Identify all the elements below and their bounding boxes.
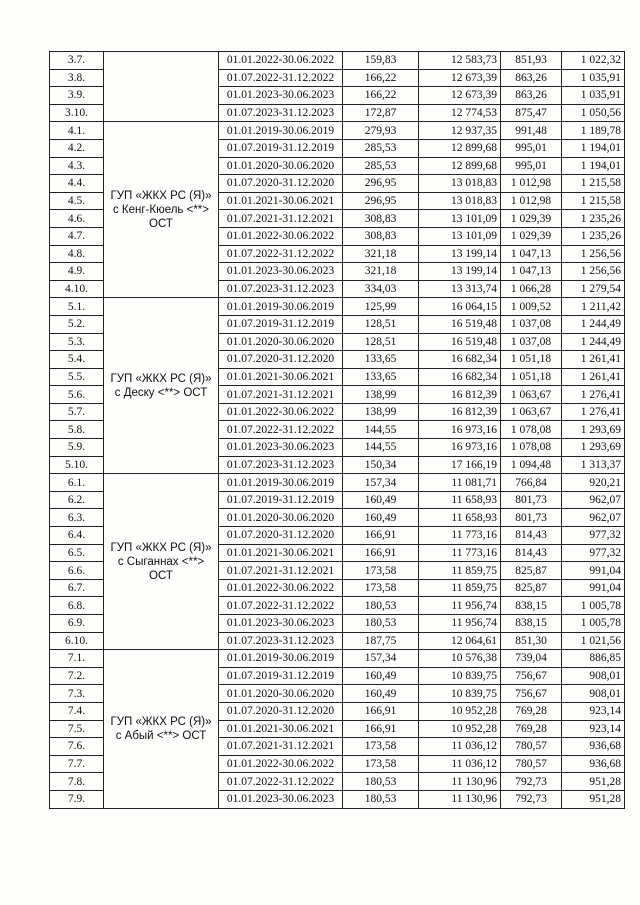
value-cell-3: 780,57 xyxy=(501,755,562,773)
row-number-cell: 7.6. xyxy=(50,738,104,756)
value-cell-2: 11 773,16 xyxy=(419,544,501,562)
value-cell-3: 1 051,18 xyxy=(501,368,562,386)
value-cell-2: 12 899,68 xyxy=(419,139,501,157)
value-cell-4: 1 261,41 xyxy=(562,368,625,386)
period-cell: 01.07.2020-31.12.2020 xyxy=(219,175,343,193)
value-cell-1: 180,53 xyxy=(343,615,419,633)
value-cell-1: 173,58 xyxy=(343,562,419,580)
value-cell-3: 851,30 xyxy=(501,632,562,650)
value-cell-2: 10 839,75 xyxy=(419,667,501,685)
value-cell-3: 1 029,39 xyxy=(501,227,562,245)
row-number-cell: 5.9. xyxy=(50,439,104,457)
value-cell-1: 166,22 xyxy=(343,69,419,87)
value-cell-2: 12 937,35 xyxy=(419,122,501,140)
row-number-cell: 7.2. xyxy=(50,667,104,685)
value-cell-2: 13 199,14 xyxy=(419,263,501,281)
row-number-cell: 5.7. xyxy=(50,403,104,421)
period-cell: 01.01.2022-30.06.2022 xyxy=(219,579,343,597)
organization-cell xyxy=(104,52,219,122)
period-cell: 01.07.2023-31.12.2023 xyxy=(219,632,343,650)
row-number-cell: 6.7. xyxy=(50,579,104,597)
period-cell: 01.07.2023-31.12.2023 xyxy=(219,104,343,122)
value-cell-4: 1 313,37 xyxy=(562,456,625,474)
value-cell-1: 144,55 xyxy=(343,421,419,439)
value-cell-2: 13 101,09 xyxy=(419,227,501,245)
value-cell-3: 792,73 xyxy=(501,790,562,808)
value-cell-2: 13 018,83 xyxy=(419,192,501,210)
period-cell: 01.01.2022-30.06.2022 xyxy=(219,403,343,421)
value-cell-4: 1 189,78 xyxy=(562,122,625,140)
period-cell: 01.01.2022-30.06.2022 xyxy=(219,52,343,70)
value-cell-2: 11 859,75 xyxy=(419,579,501,597)
value-cell-2: 16 973,16 xyxy=(419,421,501,439)
value-cell-4: 977,32 xyxy=(562,527,625,545)
organization-name-line: ОСТ xyxy=(149,569,173,582)
value-cell-4: 936,68 xyxy=(562,738,625,756)
row-number-cell: 6.2. xyxy=(50,491,104,509)
value-cell-4: 977,32 xyxy=(562,544,625,562)
value-cell-4: 1 279,54 xyxy=(562,280,625,298)
value-cell-4: 962,07 xyxy=(562,491,625,509)
value-cell-1: 125,99 xyxy=(343,298,419,316)
value-cell-1: 166,91 xyxy=(343,544,419,562)
period-cell: 01.01.2019-30.06.2019 xyxy=(219,122,343,140)
value-cell-3: 875,47 xyxy=(501,104,562,122)
value-cell-3: 1 012,98 xyxy=(501,175,562,193)
row-number-cell: 3.7. xyxy=(50,52,104,70)
table-row xyxy=(50,650,625,668)
value-cell-2: 16 812,39 xyxy=(419,386,501,404)
row-number-cell: 4.4. xyxy=(50,175,104,193)
row-number-cell: 7.4. xyxy=(50,702,104,720)
value-cell-2: 12 583,73 xyxy=(419,52,501,70)
value-cell-1: 180,53 xyxy=(343,597,419,615)
table-row xyxy=(50,122,625,140)
period-cell: 01.07.2023-31.12.2023 xyxy=(219,280,343,298)
value-cell-3: 838,15 xyxy=(501,597,562,615)
value-cell-1: 138,99 xyxy=(343,403,419,421)
value-cell-4: 1 050,56 xyxy=(562,104,625,122)
period-cell: 01.07.2020-31.12.2020 xyxy=(219,351,343,369)
value-cell-4: 1 194,01 xyxy=(562,139,625,157)
value-cell-1: 166,22 xyxy=(343,87,419,105)
row-number-cell: 6.10. xyxy=(50,632,104,650)
value-cell-4: 908,01 xyxy=(562,667,625,685)
value-cell-1: 321,18 xyxy=(343,245,419,263)
value-cell-1: 160,49 xyxy=(343,685,419,703)
organization-name-line: с Сыганнах <**> xyxy=(117,555,205,568)
value-cell-1: 187,75 xyxy=(343,632,419,650)
value-cell-4: 1 276,41 xyxy=(562,386,625,404)
value-cell-4: 1 244,49 xyxy=(562,333,625,351)
period-cell: 01.07.2022-31.12.2022 xyxy=(219,597,343,615)
value-cell-2: 16 682,34 xyxy=(419,368,501,386)
value-cell-3: 814,43 xyxy=(501,527,562,545)
row-number-cell: 6.3. xyxy=(50,509,104,527)
value-cell-4: 1 194,01 xyxy=(562,157,625,175)
row-number-cell: 5.2. xyxy=(50,315,104,333)
value-cell-1: 128,51 xyxy=(343,333,419,351)
value-cell-4: 1 293,69 xyxy=(562,421,625,439)
value-cell-3: 1 037,08 xyxy=(501,333,562,351)
period-cell: 01.07.2019-31.12.2019 xyxy=(219,667,343,685)
value-cell-3: 769,28 xyxy=(501,720,562,738)
value-cell-4: 962,07 xyxy=(562,509,625,527)
value-cell-2: 11 081,71 xyxy=(419,474,501,492)
value-cell-4: 951,28 xyxy=(562,773,625,791)
table-row xyxy=(50,52,625,70)
row-number-cell: 6.1. xyxy=(50,474,104,492)
row-number-cell: 6.9. xyxy=(50,615,104,633)
organization-name-line: с Кенг-Кюель <**> xyxy=(112,203,210,216)
value-cell-2: 11 036,12 xyxy=(419,738,501,756)
value-cell-3: 1 066,28 xyxy=(501,280,562,298)
period-cell: 01.07.2021-31.12.2021 xyxy=(219,562,343,580)
value-cell-3: 766,84 xyxy=(501,474,562,492)
row-number-cell: 4.5. xyxy=(50,192,104,210)
value-cell-2: 11 130,96 xyxy=(419,773,501,791)
value-cell-3: 838,15 xyxy=(501,615,562,633)
value-cell-4: 991,04 xyxy=(562,562,625,580)
value-cell-3: 1 094,48 xyxy=(501,456,562,474)
value-cell-4: 1 215,58 xyxy=(562,192,625,210)
value-cell-4: 1 035,91 xyxy=(562,87,625,105)
period-cell: 01.01.2022-30.06.2022 xyxy=(219,227,343,245)
row-number-cell: 6.6. xyxy=(50,562,104,580)
period-cell: 01.07.2022-31.12.2022 xyxy=(219,69,343,87)
value-cell-3: 756,67 xyxy=(501,667,562,685)
value-cell-2: 13 101,09 xyxy=(419,210,501,228)
period-cell: 01.01.2023-30.06.2023 xyxy=(219,439,343,457)
value-cell-1: 133,65 xyxy=(343,351,419,369)
period-cell: 01.07.2021-31.12.2021 xyxy=(219,738,343,756)
period-cell: 01.01.2021-30.06.2021 xyxy=(219,192,343,210)
value-cell-4: 1 005,78 xyxy=(562,597,625,615)
row-number-cell: 7.8. xyxy=(50,773,104,791)
value-cell-2: 11 773,16 xyxy=(419,527,501,545)
organization-name-line: с Деску <**> ОСТ xyxy=(114,386,208,399)
value-cell-1: 160,49 xyxy=(343,491,419,509)
row-number-cell: 5.1. xyxy=(50,298,104,316)
value-cell-4: 991,04 xyxy=(562,579,625,597)
value-cell-2: 13 018,83 xyxy=(419,175,501,193)
value-cell-4: 908,01 xyxy=(562,685,625,703)
row-number-cell: 6.8. xyxy=(50,597,104,615)
value-cell-2: 10 839,75 xyxy=(419,685,501,703)
value-cell-3: 863,26 xyxy=(501,87,562,105)
value-cell-2: 13 313,74 xyxy=(419,280,501,298)
row-number-cell: 5.5. xyxy=(50,368,104,386)
period-cell: 01.01.2022-30.06.2022 xyxy=(219,755,343,773)
value-cell-1: 144,55 xyxy=(343,439,419,457)
organization-cell xyxy=(104,650,219,808)
row-number-cell: 3.9. xyxy=(50,87,104,105)
period-cell: 01.01.2021-30.06.2021 xyxy=(219,544,343,562)
value-cell-1: 160,49 xyxy=(343,509,419,527)
value-cell-2: 11 859,75 xyxy=(419,562,501,580)
value-cell-4: 920,21 xyxy=(562,474,625,492)
period-cell: 01.07.2019-31.12.2019 xyxy=(219,491,343,509)
organization-name-line: ОСТ xyxy=(149,217,173,230)
organization-cell xyxy=(104,298,219,474)
value-cell-3: 1 063,67 xyxy=(501,386,562,404)
row-number-cell: 6.5. xyxy=(50,544,104,562)
value-cell-2: 16 973,16 xyxy=(419,439,501,457)
value-cell-2: 11 036,12 xyxy=(419,755,501,773)
value-cell-1: 285,53 xyxy=(343,139,419,157)
value-cell-1: 334,03 xyxy=(343,280,419,298)
value-cell-2: 11 956,74 xyxy=(419,615,501,633)
value-cell-4: 1 005,78 xyxy=(562,615,625,633)
value-cell-1: 157,34 xyxy=(343,650,419,668)
organization-cell xyxy=(104,122,219,298)
value-cell-3: 1 047,13 xyxy=(501,263,562,281)
value-cell-2: 10 952,28 xyxy=(419,702,501,720)
period-cell: 01.07.2022-31.12.2022 xyxy=(219,245,343,263)
table-row xyxy=(50,474,625,492)
value-cell-3: 780,57 xyxy=(501,738,562,756)
row-number-cell: 4.1. xyxy=(50,122,104,140)
row-number-cell: 5.6. xyxy=(50,386,104,404)
value-cell-1: 180,53 xyxy=(343,773,419,791)
row-number-cell: 7.7. xyxy=(50,755,104,773)
value-cell-3: 801,73 xyxy=(501,509,562,527)
value-cell-1: 308,83 xyxy=(343,227,419,245)
row-number-cell: 5.4. xyxy=(50,351,104,369)
value-cell-2: 16 519,48 xyxy=(419,333,501,351)
value-cell-2: 11 658,93 xyxy=(419,491,501,509)
organization-name-line: ГУП «ЖКХ РС (Я)» xyxy=(110,189,212,202)
organization-name-line: с Абый <**> ОСТ xyxy=(115,729,207,742)
value-cell-2: 17 166,19 xyxy=(419,456,501,474)
value-cell-3: 851,93 xyxy=(501,52,562,70)
period-cell: 01.07.2021-31.12.2021 xyxy=(219,210,343,228)
period-cell: 01.07.2020-31.12.2020 xyxy=(219,702,343,720)
organization-name-line: ГУП «ЖКХ РС (Я)» xyxy=(110,541,212,554)
value-cell-3: 1 051,18 xyxy=(501,351,562,369)
value-cell-1: 159,83 xyxy=(343,52,419,70)
value-cell-4: 1 235,26 xyxy=(562,227,625,245)
value-cell-1: 285,53 xyxy=(343,157,419,175)
value-cell-3: 792,73 xyxy=(501,773,562,791)
value-cell-1: 279,93 xyxy=(343,122,419,140)
value-cell-3: 756,67 xyxy=(501,685,562,703)
value-cell-3: 1 009,52 xyxy=(501,298,562,316)
row-number-cell: 4.2. xyxy=(50,139,104,157)
value-cell-1: 128,51 xyxy=(343,315,419,333)
period-cell: 01.01.2019-30.06.2019 xyxy=(219,474,343,492)
value-cell-3: 1 078,08 xyxy=(501,439,562,457)
value-cell-1: 296,95 xyxy=(343,192,419,210)
organization-name-line: ГУП «ЖКХ РС (Я)» xyxy=(110,372,212,385)
value-cell-2: 16 682,34 xyxy=(419,351,501,369)
row-number-cell: 3.10. xyxy=(50,104,104,122)
value-cell-3: 739,04 xyxy=(501,650,562,668)
value-cell-1: 138,99 xyxy=(343,386,419,404)
value-cell-4: 1 244,49 xyxy=(562,315,625,333)
value-cell-2: 10 576,38 xyxy=(419,650,501,668)
value-cell-3: 1 078,08 xyxy=(501,421,562,439)
value-cell-4: 1 022,32 xyxy=(562,52,625,70)
value-cell-1: 157,34 xyxy=(343,474,419,492)
period-cell: 01.01.2020-30.06.2020 xyxy=(219,685,343,703)
period-cell: 01.01.2021-30.06.2021 xyxy=(219,720,343,738)
period-cell: 01.01.2023-30.06.2023 xyxy=(219,615,343,633)
row-number-cell: 4.7. xyxy=(50,227,104,245)
value-cell-1: 321,18 xyxy=(343,263,419,281)
period-cell: 01.01.2023-30.06.2023 xyxy=(219,87,343,105)
row-number-cell: 7.1. xyxy=(50,650,104,668)
period-cell: 01.07.2022-31.12.2022 xyxy=(219,773,343,791)
value-cell-1: 166,91 xyxy=(343,720,419,738)
value-cell-1: 173,58 xyxy=(343,579,419,597)
tariff-table-body xyxy=(50,52,625,809)
value-cell-3: 801,73 xyxy=(501,491,562,509)
value-cell-2: 11 130,96 xyxy=(419,790,501,808)
value-cell-4: 1 021,56 xyxy=(562,632,625,650)
value-cell-4: 1 256,56 xyxy=(562,263,625,281)
value-cell-4: 1 035,91 xyxy=(562,69,625,87)
value-cell-2: 16 519,48 xyxy=(419,315,501,333)
period-cell: 01.01.2020-30.06.2020 xyxy=(219,333,343,351)
value-cell-2: 10 952,28 xyxy=(419,720,501,738)
value-cell-1: 150,34 xyxy=(343,456,419,474)
row-number-cell: 7.5. xyxy=(50,720,104,738)
value-cell-3: 1 012,98 xyxy=(501,192,562,210)
value-cell-3: 995,01 xyxy=(501,139,562,157)
value-cell-1: 133,65 xyxy=(343,368,419,386)
value-cell-2: 16 812,39 xyxy=(419,403,501,421)
value-cell-1: 166,91 xyxy=(343,527,419,545)
value-cell-2: 13 199,14 xyxy=(419,245,501,263)
value-cell-4: 923,14 xyxy=(562,720,625,738)
value-cell-3: 991,48 xyxy=(501,122,562,140)
value-cell-2: 16 064,15 xyxy=(419,298,501,316)
value-cell-4: 1 276,41 xyxy=(562,403,625,421)
value-cell-3: 825,87 xyxy=(501,562,562,580)
value-cell-1: 172,87 xyxy=(343,104,419,122)
row-number-cell: 4.3. xyxy=(50,157,104,175)
table-row xyxy=(50,298,625,316)
period-cell: 01.07.2020-31.12.2020 xyxy=(219,527,343,545)
value-cell-3: 1 037,08 xyxy=(501,315,562,333)
tariff-table xyxy=(49,51,625,809)
period-cell: 01.07.2023-31.12.2023 xyxy=(219,456,343,474)
value-cell-1: 308,83 xyxy=(343,210,419,228)
row-number-cell: 4.9. xyxy=(50,263,104,281)
value-cell-3: 1 047,13 xyxy=(501,245,562,263)
period-cell: 01.01.2020-30.06.2020 xyxy=(219,509,343,527)
row-number-cell: 5.3. xyxy=(50,333,104,351)
period-cell: 01.07.2021-31.12.2021 xyxy=(219,386,343,404)
value-cell-2: 12 899,68 xyxy=(419,157,501,175)
value-cell-3: 814,43 xyxy=(501,544,562,562)
period-cell: 01.07.2019-31.12.2019 xyxy=(219,315,343,333)
period-cell: 01.01.2019-30.06.2019 xyxy=(219,298,343,316)
value-cell-4: 1 261,41 xyxy=(562,351,625,369)
value-cell-2: 11 956,74 xyxy=(419,597,501,615)
value-cell-1: 296,95 xyxy=(343,175,419,193)
value-cell-3: 769,28 xyxy=(501,702,562,720)
value-cell-3: 1 063,67 xyxy=(501,403,562,421)
row-number-cell: 5.10. xyxy=(50,456,104,474)
value-cell-1: 166,91 xyxy=(343,702,419,720)
value-cell-4: 1 235,26 xyxy=(562,210,625,228)
value-cell-4: 1 211,42 xyxy=(562,298,625,316)
organization-name-line: ГУП «ЖКХ РС (Я)» xyxy=(110,715,212,728)
period-cell: 01.07.2019-31.12.2019 xyxy=(219,139,343,157)
value-cell-3: 1 029,39 xyxy=(501,210,562,228)
value-cell-4: 1 293,69 xyxy=(562,439,625,457)
value-cell-4: 951,28 xyxy=(562,790,625,808)
value-cell-2: 12 774,53 xyxy=(419,104,501,122)
value-cell-2: 12 673,39 xyxy=(419,87,501,105)
row-number-cell: 4.8. xyxy=(50,245,104,263)
value-cell-4: 936,68 xyxy=(562,755,625,773)
value-cell-4: 1 256,56 xyxy=(562,245,625,263)
value-cell-1: 173,58 xyxy=(343,755,419,773)
period-cell: 01.01.2020-30.06.2020 xyxy=(219,157,343,175)
row-number-cell: 6.4. xyxy=(50,527,104,545)
period-cell: 01.01.2019-30.06.2019 xyxy=(219,650,343,668)
value-cell-2: 11 658,93 xyxy=(419,509,501,527)
value-cell-2: 12 064,61 xyxy=(419,632,501,650)
period-cell: 01.01.2021-30.06.2021 xyxy=(219,368,343,386)
value-cell-2: 12 673,39 xyxy=(419,69,501,87)
row-number-cell: 7.3. xyxy=(50,685,104,703)
row-number-cell: 3.8. xyxy=(50,69,104,87)
value-cell-4: 886,85 xyxy=(562,650,625,668)
row-number-cell: 5.8. xyxy=(50,421,104,439)
value-cell-1: 173,58 xyxy=(343,738,419,756)
period-cell: 01.01.2023-30.06.2023 xyxy=(219,790,343,808)
value-cell-3: 825,87 xyxy=(501,579,562,597)
organization-cell xyxy=(104,474,219,650)
value-cell-1: 160,49 xyxy=(343,667,419,685)
value-cell-3: 995,01 xyxy=(501,157,562,175)
period-cell: 01.07.2022-31.12.2022 xyxy=(219,421,343,439)
value-cell-1: 180,53 xyxy=(343,790,419,808)
value-cell-4: 1 215,58 xyxy=(562,175,625,193)
value-cell-4: 923,14 xyxy=(562,702,625,720)
value-cell-3: 863,26 xyxy=(501,69,562,87)
row-number-cell: 4.6. xyxy=(50,210,104,228)
row-number-cell: 4.10. xyxy=(50,280,104,298)
period-cell: 01.01.2023-30.06.2023 xyxy=(219,263,343,281)
row-number-cell: 7.9. xyxy=(50,790,104,808)
